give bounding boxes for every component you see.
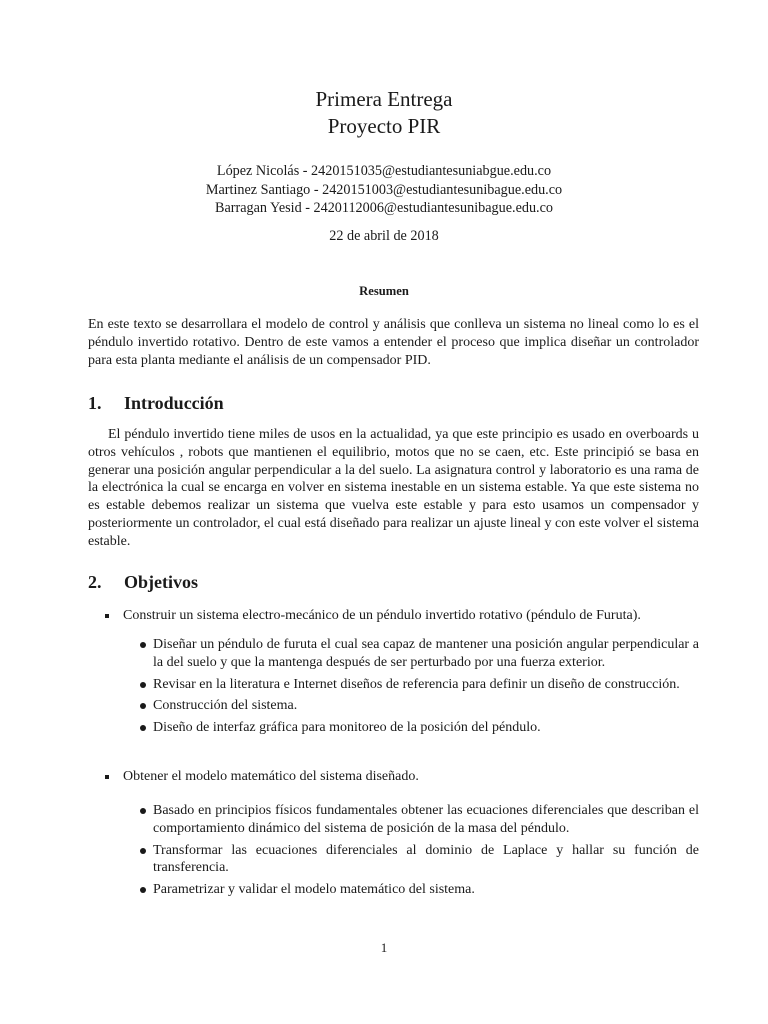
section-heading-introduccion xyxy=(88,393,224,414)
sub-objective-item xyxy=(153,636,699,672)
abstract-heading: Resumen xyxy=(359,284,409,298)
bullet-dot-icon xyxy=(140,725,146,731)
abstract-text: En este texto se desarrollara el modelo de control y análisis que conlleva un sistema no lineal como lo es el péndulo invertido rotativo. Dentro de este vamos a entender el proceso que implica diseñar un controlador para esta planta mediante el análisis de un compensador PID. xyxy=(88,317,699,368)
bullet-dot-icon xyxy=(140,642,146,648)
sub-objective-text: Transformar las ecuaciones diferenciales al dominio de Laplace y hallar su función de transferencia. xyxy=(153,842,699,876)
bullet-dot-icon xyxy=(140,887,146,893)
section-title: Introducción xyxy=(124,393,224,413)
sub-objective-text: Basado en principios físicos fundamentales obtener las ecuaciones diferenciales que describan el comportamiento dinámico del sistema de posición de la masa del péndulo. xyxy=(153,803,699,836)
sub-objective-item xyxy=(153,842,699,878)
document-title xyxy=(0,86,768,140)
title-line-2: Proyecto PIR xyxy=(327,114,441,138)
objective-item xyxy=(109,768,699,786)
author-1: López Nicolás - 2420151035@estudiantesuniabgue.edu.co xyxy=(216,163,552,179)
sub-objective-text: Diseñar un péndulo de furuta el cual sea capaz de mantener una posición angular perpendicular a la del suelo y que la mantenga después de ser perturbado por una fuerza exterior. xyxy=(153,637,699,670)
sub-objective-item xyxy=(153,697,699,715)
introduction-paragraph: El péndulo invertido tiene miles de usos en la actualidad, ya que este principio es usado en overboards u otros vehículos , robots que mantienen el equilibrio, motos que no se caen, etc. Este principió se basa en generar una posición angular perpendicular a la del suelo. La asignatura control y laboratorio es una rama de la electrónica la cual se encarga en volver en sistema inestable en un sistema estable. Ya que este sistema no es estable debemos realizar un sistema que vuelva este estable y para esto usamos un compensador y posteriormente un controlador, el cual está diseñado para realizar un ajuste lineal y con este volver el sistema estable. xyxy=(88,427,699,549)
bullet-dot-icon xyxy=(140,808,146,814)
sub-objective-text: Parametrizar y validar el modelo matemático del sistema. xyxy=(153,882,475,898)
objective-text: Obtener el modelo matemático del sistema diseñado. xyxy=(123,769,419,784)
sub-objective-text: Diseño de interfaz gráfica para monitoreo de la posición del péndulo. xyxy=(153,720,541,736)
author-list xyxy=(0,162,768,218)
sub-objective-text: Construcción del sistema. xyxy=(153,698,298,714)
sub-objective-list xyxy=(153,802,699,899)
sub-objective-list xyxy=(153,636,699,737)
author-3: Barragan Yesid - 2420112006@estudiantesunibague.edu.co xyxy=(215,200,553,216)
section-heading-objetivos xyxy=(88,572,198,593)
objective-item xyxy=(109,607,699,625)
section-number: 1. xyxy=(88,393,102,413)
square-bullet-icon xyxy=(105,775,109,779)
sub-objective-item xyxy=(153,802,699,838)
section-number: 2. xyxy=(88,572,102,592)
section-title: Objetivos xyxy=(124,572,198,592)
bullet-dot-icon xyxy=(140,848,146,854)
sub-objective-text: Revisar en la literatura e Internet diseños de referencia para definir un diseño de construcción. xyxy=(153,676,680,692)
sub-objective-item xyxy=(153,676,699,694)
title-line-1: Primera Entrega xyxy=(315,87,453,111)
bullet-dot-icon xyxy=(140,682,146,688)
page-number: 1 xyxy=(380,940,388,955)
square-bullet-icon xyxy=(105,614,109,618)
sub-objective-item xyxy=(153,881,699,899)
objective-text: Construir un sistema electro-mecánico de un péndulo invertido rotativo (péndulo de Furuta). xyxy=(123,608,641,623)
bullet-dot-icon xyxy=(140,703,146,709)
document-date: 22 de abril de 2018 xyxy=(329,228,439,244)
author-2: Martinez Santiago - 2420151003@estudiantesunibague.edu.co xyxy=(205,181,563,198)
sub-objective-item xyxy=(153,719,699,737)
